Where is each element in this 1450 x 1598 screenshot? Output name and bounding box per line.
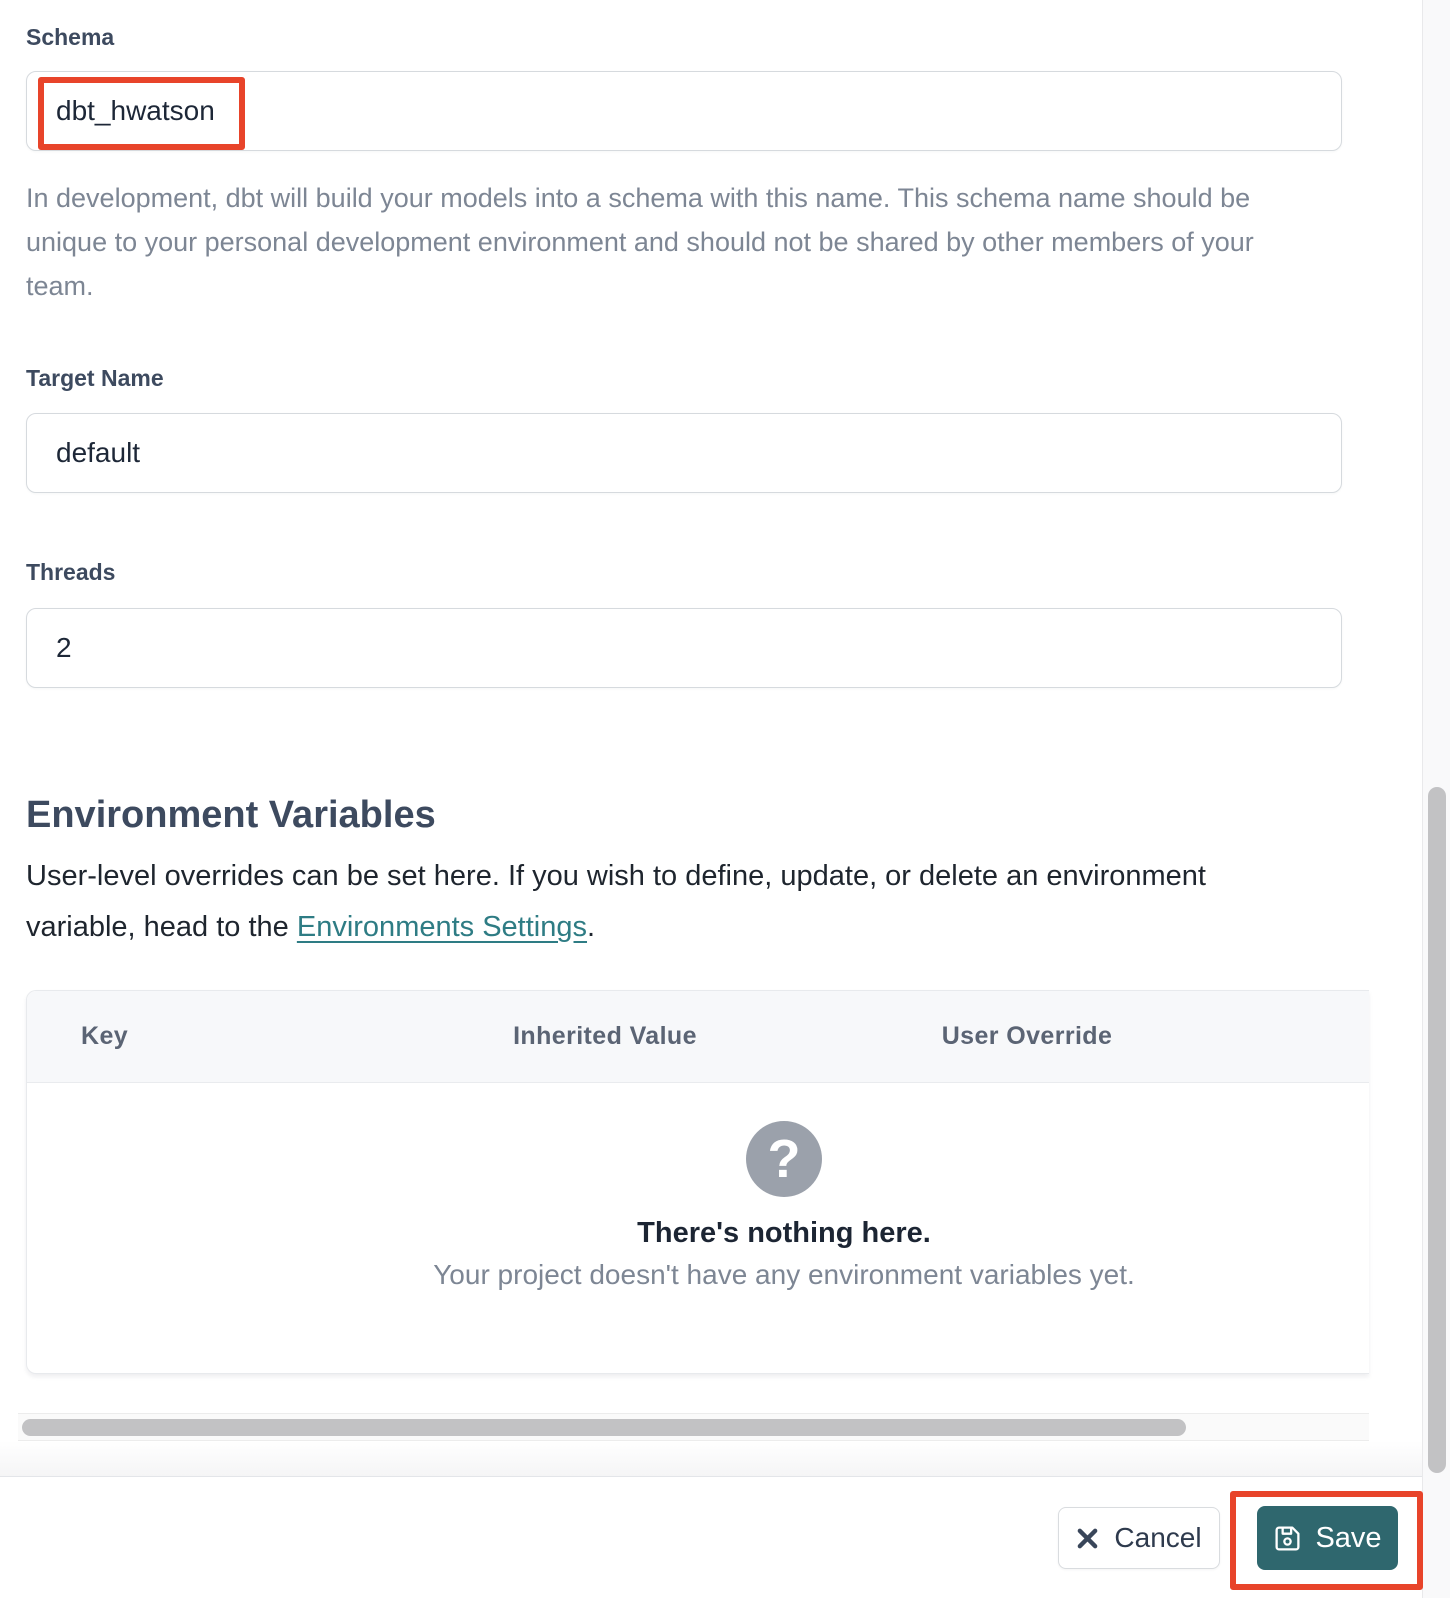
threads-input[interactable] <box>26 608 1342 688</box>
schema-input[interactable] <box>26 71 1342 151</box>
table-header-row <box>27 991 1369 1083</box>
target-name-label: Target Name <box>26 365 164 391</box>
schema-help-line: In development, dbt will build your models into a schema with this name. This schema name should be <box>26 183 1251 213</box>
ev-description-line2 <box>26 902 1206 953</box>
column-header-inherited-value: Inherited Value <box>513 1022 697 1050</box>
environment-variables-table <box>26 990 1369 1374</box>
schema-help-line: team. <box>26 271 94 301</box>
empty-state-subtitle: Your project doesn't have any environment variables yet. <box>433 1259 1135 1290</box>
vertical-scrollbar[interactable] <box>1422 0 1450 1598</box>
schema-help-text <box>26 176 1254 308</box>
schema-help-line: unique to your personal development environment and should not be shared by other members of your <box>26 227 1254 257</box>
column-header-user-override: User Override <box>941 1022 1113 1050</box>
floppy-disk-icon <box>1273 1524 1302 1553</box>
question-mark-icon: ? <box>746 1121 822 1197</box>
table-body <box>27 1121 1369 1374</box>
ev-description-period: . <box>587 911 596 943</box>
horizontal-scrollbar[interactable] <box>18 1413 1369 1441</box>
target-name-input[interactable] <box>26 413 1342 493</box>
threads-label: Threads <box>26 559 116 585</box>
save-button-label: Save <box>1315 1521 1382 1554</box>
ev-description-line2-text: variable, head to the <box>26 911 297 943</box>
empty-state <box>27 1121 1369 1291</box>
cancel-button[interactable] <box>1058 1507 1220 1569</box>
schema-label: Schema <box>26 24 115 50</box>
x-icon <box>1076 1527 1099 1550</box>
environment-variables-description <box>26 851 1206 953</box>
save-button[interactable] <box>1257 1506 1398 1570</box>
content-bottom-strip <box>0 1441 1422 1477</box>
empty-state-title: There's nothing here. <box>637 1217 931 1249</box>
cancel-button-label: Cancel <box>1114 1522 1202 1553</box>
environment-variables-heading: Environment Variables <box>26 794 436 836</box>
horizontal-scrollbar-thumb[interactable] <box>22 1419 1186 1436</box>
environments-settings-link[interactable]: Environments Settings <box>296 911 588 943</box>
ev-description-line1: User-level overrides can be set here. If you wish to define, update, or delete an environment <box>26 860 1206 892</box>
vertical-scrollbar-thumb[interactable] <box>1428 787 1446 1473</box>
column-header-key: Key <box>81 1022 129 1050</box>
